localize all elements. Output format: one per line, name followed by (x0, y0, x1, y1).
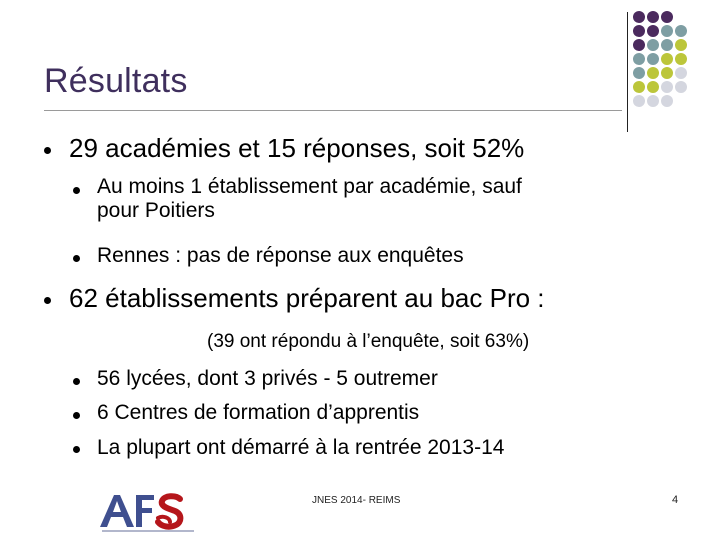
decorative-dot (647, 39, 659, 51)
decorative-dot (647, 81, 659, 93)
sub-bullet-text: Au moins 1 établissement par académie, sauf pour Poitiers (97, 175, 522, 222)
decorative-dot (647, 25, 659, 37)
logo-letter-a (100, 495, 134, 527)
sub-bullet-text: 6 Centres de formation d’apprentis (97, 401, 420, 424)
decorative-dot (675, 25, 687, 37)
sub-bullet-marker (73, 255, 80, 262)
decorative-dot (675, 81, 687, 93)
slide-title: Résultats (44, 62, 188, 100)
decorative-dot (647, 67, 659, 79)
bullet-text: 62 établissements préparent au bac Pro : (69, 283, 545, 313)
decorative-dot (647, 53, 659, 65)
decorative-dot (661, 25, 673, 37)
decorative-dot (675, 53, 687, 65)
decorative-dot (661, 95, 673, 107)
logo-tagline (102, 530, 194, 532)
bullet-marker (44, 147, 51, 154)
decorative-dot (661, 81, 673, 93)
decorative-dot-grid (633, 11, 717, 111)
decorative-dot (633, 67, 645, 79)
decorative-dot (661, 39, 673, 51)
sub-bullet-marker (73, 378, 80, 385)
decorative-dot (633, 25, 645, 37)
sub-bullet-marker (73, 446, 80, 453)
decorative-dot (675, 39, 687, 51)
bullet-note: (39 ont répondu à l’enquête, soit 63%) (207, 331, 530, 352)
decorative-dot (633, 95, 645, 107)
decorative-dot (633, 11, 645, 23)
decorative-dot (661, 53, 673, 65)
decorative-dot (633, 81, 645, 93)
sub-bullet-marker (73, 187, 80, 194)
sub-bullet-text: Rennes : pas de réponse aux enquêtes (97, 244, 464, 267)
sub-bullet-marker (73, 412, 80, 419)
organization-logo (96, 487, 200, 535)
vertical-divider (627, 12, 628, 132)
decorative-dot (633, 39, 645, 51)
bullet-marker (44, 297, 51, 304)
decorative-dot (661, 67, 673, 79)
decorative-dot (661, 11, 673, 23)
sub-bullet-text: 56 lycées, dont 3 privés - 5 outremer (97, 367, 438, 390)
decorative-dot (647, 95, 659, 107)
footer-text: JNES 2014- REIMS (312, 495, 401, 506)
page-number: 4 (672, 494, 679, 506)
bullet-text: 29 académies et 15 réponses, soit 52% (69, 133, 525, 163)
decorative-dot (633, 53, 645, 65)
decorative-dot (647, 11, 659, 23)
decorative-dot (675, 67, 687, 79)
logo-letter-f (136, 495, 154, 527)
sub-bullet-text: La plupart ont démarré à la rentrée 2013-14 (97, 436, 505, 459)
title-divider (44, 110, 622, 111)
